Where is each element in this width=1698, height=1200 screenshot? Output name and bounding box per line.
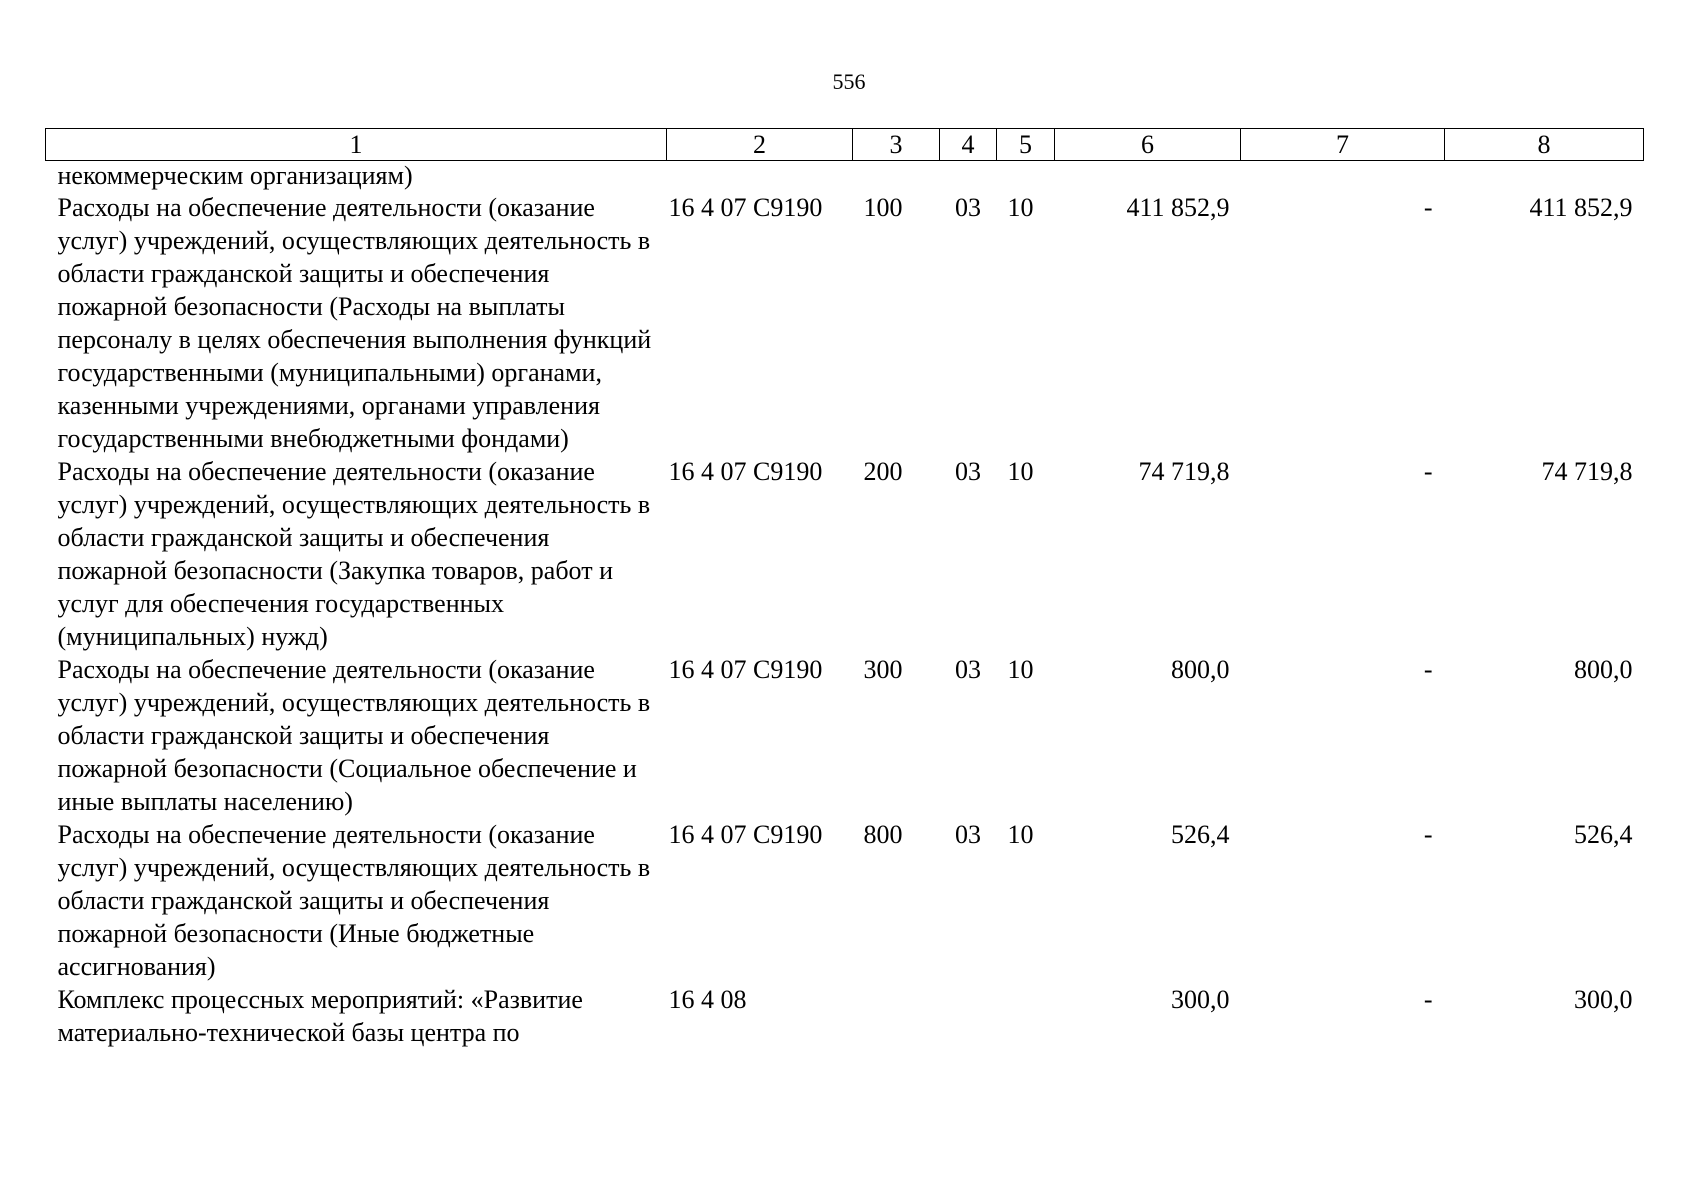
row-col7: - (1423, 985, 1433, 1014)
row-name: Расходы на обеспечение деятельности (оказание услуг) учреждений, осуществляющих деятельность в области гражданской защиты и обеспечения пожарной безопасности (Закупка товаров, работ и услуг для обеспечения государственных (муниципальных) нужд) (57, 457, 651, 651)
row-vr: 300 (863, 655, 903, 684)
row-vr: 100 (863, 193, 903, 222)
table-row (46, 983, 1644, 1049)
header-col-4: 4 (940, 129, 997, 161)
row-col7: - (1423, 193, 1433, 222)
row-name: Расходы на обеспечение деятельности (оказание услуг) учреждений, осуществляющих деятельность в области гражданской защиты и обеспечения пожарной безопасности (Расходы на выплаты персоналу в целях обеспечения выполнения функций государственными (муниципальными) органами, казенными учреждениями, органами управления государственными внебюджетными фондами) (57, 193, 652, 453)
continuation-text: некоммерческим организациям) (57, 161, 413, 190)
row-name: Комплекс процессных мероприятий: «Развитие материально-технической базы центра по (57, 985, 583, 1047)
row-col6: 800,0 (1171, 655, 1230, 684)
row-pr: 10 (1007, 820, 1034, 849)
page-number: 556 (832, 69, 866, 94)
row-vr: 800 (863, 820, 903, 849)
row-pr: 10 (1007, 655, 1034, 684)
header-col-7: 7 (1241, 129, 1445, 161)
row-csr: 16 4 08 (668, 985, 747, 1014)
row-col7: - (1423, 457, 1433, 486)
row-col6: 300,0 (1171, 985, 1230, 1014)
row-rz: 03 (955, 193, 981, 222)
row-col6: 74 719,8 (1138, 457, 1230, 486)
header-col-6: 6 (1055, 129, 1241, 161)
row-rz (940, 983, 997, 1049)
budget-table (45, 128, 1644, 1049)
row-csr: 16 4 07 С9190 (668, 193, 823, 222)
table-row (46, 191, 1644, 455)
row-rz: 03 (955, 655, 981, 684)
row-col8: 526,4 (1574, 820, 1633, 849)
row-col8: 411 852,9 (1529, 193, 1633, 222)
header-col-8: 8 (1445, 129, 1644, 161)
row-csr: 16 4 07 С9190 (668, 655, 823, 684)
row-col7: - (1423, 820, 1433, 849)
header-col-3: 3 (853, 129, 940, 161)
row-col8: 300,0 (1574, 985, 1633, 1014)
header-col-2: 2 (667, 129, 853, 161)
row-rz: 03 (955, 820, 981, 849)
row-col6: 526,4 (1171, 820, 1230, 849)
row-pr (997, 983, 1055, 1049)
row-col8: 800,0 (1574, 655, 1633, 684)
row-pr: 10 (1007, 193, 1034, 222)
table-row (46, 455, 1644, 653)
continuation-row (46, 161, 1644, 192)
row-col6: 411 852,9 (1126, 193, 1230, 222)
row-name: Расходы на обеспечение деятельности (оказание услуг) учреждений, осуществляющих деятельность в области гражданской защиты и обеспечения пожарной безопасности (Социальное обеспечение и иные выплаты населению) (57, 655, 651, 816)
header-col-5: 5 (997, 129, 1055, 161)
row-rz: 03 (955, 457, 981, 486)
row-pr: 10 (1007, 457, 1034, 486)
header-col-1: 1 (46, 129, 667, 161)
row-vr (853, 983, 940, 1049)
row-csr: 16 4 07 С9190 (668, 457, 823, 486)
row-csr: 16 4 07 С9190 (668, 820, 823, 849)
row-col7: - (1423, 655, 1433, 684)
table-row (46, 818, 1644, 983)
row-name: Расходы на обеспечение деятельности (оказание услуг) учреждений, осуществляющих деятельность в области гражданской защиты и обеспечения пожарной безопасности (Иные бюджетные ассигнования) (57, 820, 651, 981)
header-row (46, 129, 1644, 161)
table-row (46, 653, 1644, 818)
row-col8: 74 719,8 (1541, 457, 1633, 486)
row-vr: 200 (863, 457, 903, 486)
